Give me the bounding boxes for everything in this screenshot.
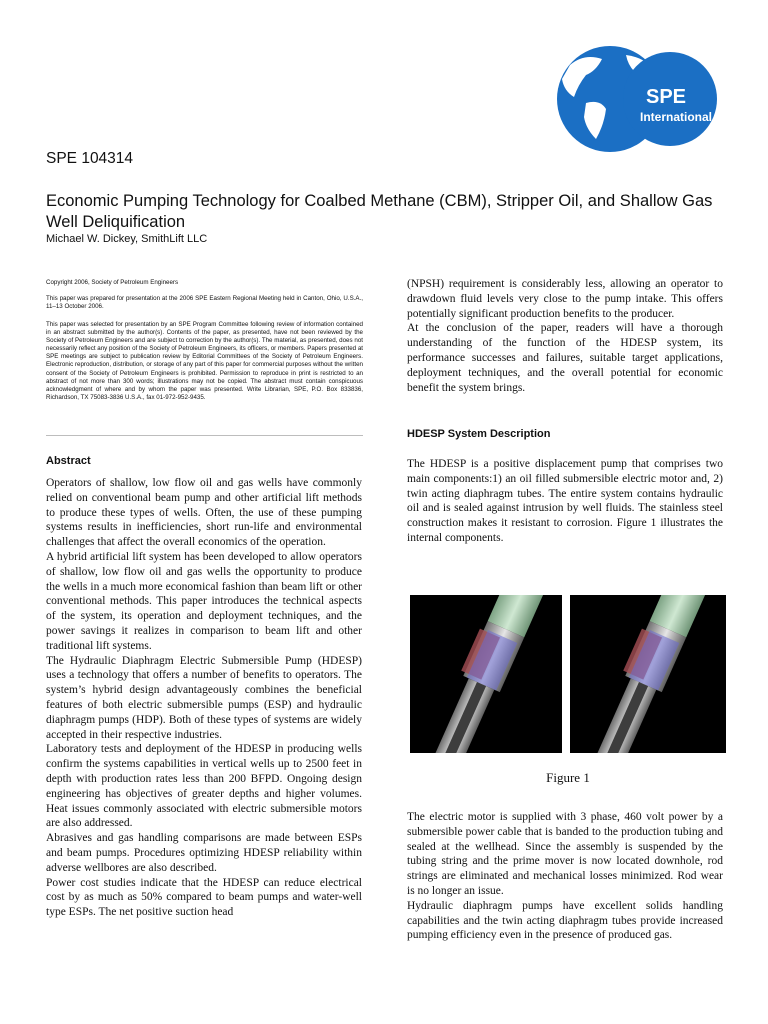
body-paragraph: At the conclusion of the paper, readers will have a thorough understanding of the function of the HDESP system, its performance successes and failures, suitable target applications, deployment techniques, and the overall potential for economic benefit the system brings. [407, 322, 723, 394]
figure-caption: Figure 1 [546, 770, 590, 785]
abstract-body [46, 476, 362, 920]
abstract-heading: Abstract [46, 455, 91, 467]
section-heading: HDESP System Description [407, 428, 551, 440]
system-description [407, 457, 723, 546]
figure-1-image [410, 595, 726, 753]
body-paragraph: (NPSH) requirement is considerably less, allowing an operator to drawdown fluid levels very close to the pump intake. This offers potentially significant production benefits to the producer. [407, 278, 723, 320]
body-paragraph: Hydraulic diaphragm pumps have excellent solids handling capabilities and the twin acting diaphragm tubes provide increased pumping efficiency even in the presence of produced gas. [407, 899, 723, 942]
presentation-note: This paper was prepared for presentation at the 2006 SPE Eastern Regional Meeting held in Canton, Ohio, U.S.A., 11–13 October 2006. [46, 295, 363, 311]
spe-logo [556, 45, 720, 153]
intro-continuation [407, 277, 723, 395]
abstract-paragraph: Operators of shallow, low flow oil and gas wells have commonly relied on conventional beam pump and other artificial lift methods to produce these types of wells. Often, the use of these pumping systems results in inefficiencies, short run-life and environmental challenges that affect the overall economics of the operation. [46, 477, 362, 549]
author-line: Michael W. Dickey, SmithLift LLC [46, 233, 208, 245]
abstract-paragraph: Laboratory tests and deployment of the HDESP in producing wells confirm the systems capabilities in vertical wells up to 2500 feet in depth with production rates less than 200 BFPD. Ongoing design engineering has objectives of greater depths and higher volumes. Heat issues commonly associated with electric submersible motors are also addressed. [46, 743, 362, 830]
divider [46, 435, 363, 436]
logo-international-text: International [640, 110, 713, 124]
motor-description [407, 810, 723, 943]
body-paragraph: The electric motor is supplied with 3 phase, 460 volt power by a submersible power cable that is banded to the production tubing and sealed at the wellhead. Since the assembly is suspended by the tubing string and the prime mover is now located downhole, rod strings are eliminated and mechanical losses minimized. Rod wear is no longer an issue. [407, 811, 723, 897]
abstract-paragraph: Abrasives and gas handling comparisons are made between ESPs and beam pumps. Procedures optimizing HDESP reliability within adverse wellbores are also described. [46, 832, 362, 874]
body-paragraph: The HDESP is a positive displacement pump that comprises two main components:1) an oil filled submersible electric motor and, 2) twin acting diaphragm tubes. The entire system contains hydraulic oil and is sealed against intrusion by well fluids. The stainless steel construction makes it resistant to corrosion. Figure 1 illustrates the internal components. [407, 458, 723, 544]
review-notice: This paper was selected for presentation by an SPE Program Committee following review of information contained in an abstract submitted by the author(s). Contents of the paper, as presented, have not been reviewed by the Society of Petroleum Engineers and are subject to correction by the author(s). The material, as presented, does not necessarily reflect any position of the Society of Petroleum Engineers, its officers, or members. Papers presented at SPE meetings are subject to publication review by Editorial Committees of the Society of Petroleum Engineers. Electronic reproduction, distribution, or storage of any part of this paper for commercial purposes without the written consent of the Society of Petroleum Engineers is prohibited. Permission to reproduce in print is restricted to an abstract of not more than 300 words; illustrations may not be copied. The abstract must contain conspicuous acknowledgment of where and by whom the paper was presented. Write Librarian, SPE, P.O. Box 833836, Richardson, TX 75083-3836 U.S.A., fax 01-972-952-9435. [46, 321, 363, 401]
logo-spe-text: SPE [646, 86, 687, 108]
abstract-paragraph: The Hydraulic Diaphragm Electric Submersible Pump (HDESP) uses a technology that offers a number of benefits to operators. The system’s hybrid design advantageously combines the beneficial features of both electric submersible pumps (ESP) and hydraulic diaphragm pumps (HDP). Both of these types of systems are widely accepted in their respective industries. [46, 654, 362, 741]
paper-title: Economic Pumping Technology for Coalbed Methane (CBM), Stripper Oil, and Shallow Gas Well Deliquification [46, 192, 713, 231]
abstract-paragraph: Power cost studies indicate that the HDESP can reduce electrical cost by as much as 50% compared to beam pumps and water-well type ESPs. The net positive suction head [46, 876, 362, 919]
paper-number: SPE 104314 [46, 150, 134, 167]
copyright-line: Copyright 2006, Society of Petroleum Engineers [46, 279, 179, 286]
abstract-paragraph: A hybrid artificial lift system has been developed to allow operators of shallow, low flow oil and gas wells the opportunity to produce the wells in a much more economical fashion than beam lift or other conventional methods. This paper introduces the technical aspects of the system, its operation and deployment techniques, and the power savings it realizes in comparison to beam lift and other traditional lift systems. [46, 550, 362, 652]
globe-icon [556, 45, 720, 153]
